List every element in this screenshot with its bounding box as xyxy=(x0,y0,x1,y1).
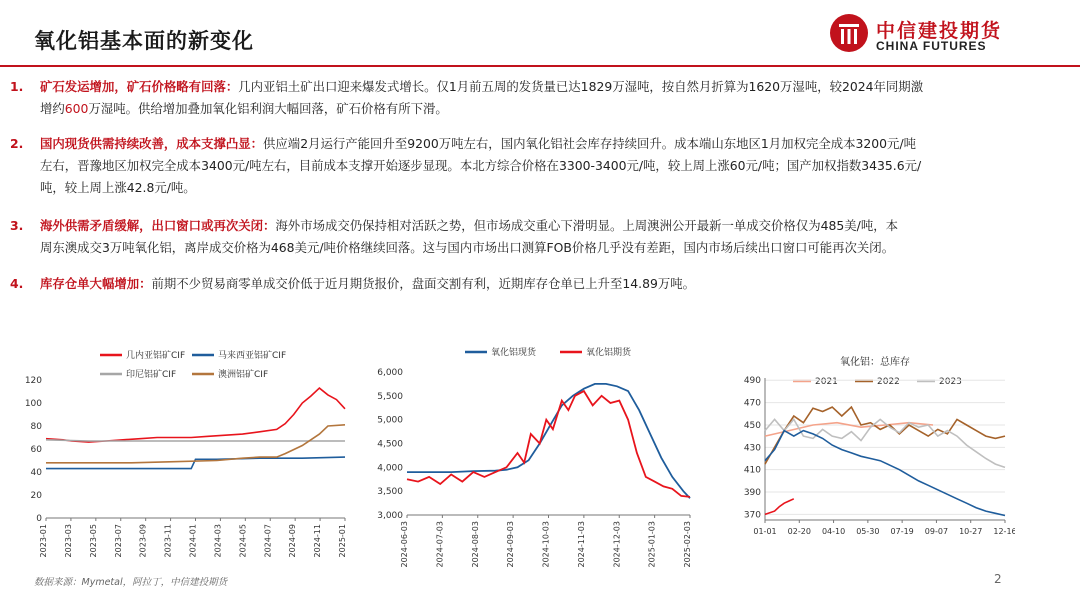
legend-label: 几内亚铝矿CIF xyxy=(126,351,186,361)
x-tick-label: 2025-01-03 xyxy=(647,521,657,568)
x-tick-label: 2024-08-03 xyxy=(470,521,480,568)
x-tick-label: 04-10 xyxy=(821,527,846,536)
bullet-number: 3. xyxy=(10,218,24,233)
x-tick-label: 12-16 xyxy=(993,527,1015,536)
y-tick-label: 80 xyxy=(30,422,42,432)
page-title: 氧化铝基本面的新变化 xyxy=(34,29,254,53)
series-line xyxy=(46,440,345,441)
bullet-text: 几内亚铝土矿出口迎来爆发式增长。仅1月前五周的发货量已达1829万湿吨，按自然月折算为1620万湿吨，较2024年同期激 xyxy=(238,79,924,94)
bullet-text: 增约 xyxy=(40,101,65,116)
company-logo xyxy=(828,12,1068,58)
bullet-heading: 库存仓单大幅增加： xyxy=(40,276,152,291)
bullet-number: 2. xyxy=(10,136,24,151)
x-tick-label: 2024-10-03 xyxy=(541,521,551,568)
y-tick-label: 430 xyxy=(743,443,761,454)
page-number: 2 xyxy=(994,572,1002,586)
y-tick-label: 4,000 xyxy=(377,463,403,474)
series-line xyxy=(407,391,690,497)
x-tick-label: 2023-09 xyxy=(138,524,148,558)
chart-alumina-inventory xyxy=(735,340,1015,572)
y-tick-label: 370 xyxy=(743,510,761,521)
chart-alumina-spot-futures xyxy=(365,340,700,572)
y-tick-label: 450 xyxy=(743,420,761,431)
header-divider xyxy=(0,65,1080,67)
x-tick-label: 01-01 xyxy=(753,527,777,536)
alumina-inventory-line-chart xyxy=(735,340,1015,572)
x-tick-label: 10-27 xyxy=(959,527,983,536)
y-tick-label: 40 xyxy=(30,468,42,478)
alumina-spot-futures-line-chart xyxy=(365,340,700,572)
y-tick-label: 120 xyxy=(24,376,42,386)
x-tick-label: 2024-07 xyxy=(263,524,273,558)
x-tick-label: 2024-11 xyxy=(313,524,323,558)
y-tick-label: 470 xyxy=(743,398,761,409)
legend-label: 印尼铝矿CIF xyxy=(126,370,177,380)
bullet-text: 万湿吨。供给增加叠加氧化铝利润大幅回落，矿石价格有所下滑。 xyxy=(88,101,448,116)
bullet-number: 1. xyxy=(10,79,24,94)
series-line xyxy=(765,407,1005,464)
bullet-text: 吨，较上周上涨42.8元/吨。 xyxy=(40,180,196,195)
y-tick-label: 3,000 xyxy=(377,511,403,521)
y-tick-label: 3,500 xyxy=(377,487,403,498)
x-tick-label: 2024-05 xyxy=(238,524,248,558)
bullet-heading: 国内现货供需持续改善，成本支撑凸显： xyxy=(40,136,264,151)
bullet-text: 周东澳成交3万吨氧化铝，离岸成交价格为468美元/吨价格继续回落。这与国内市场出口测算FOB价格几乎没有差距，国内市场后续出口窗口可能再次关闭。 xyxy=(40,240,895,255)
x-tick-label: 2024-12-03 xyxy=(612,521,622,568)
bullet-text: 前期不少贸易商零单成交价低于近月期货报价，盘面交割有利，近期库存仓单已上升至14.89万吨。 xyxy=(151,276,696,291)
y-tick-label: 4,500 xyxy=(377,439,403,450)
bullet-text: 海外市场成交仍保持相对活跃之势，但市场成交重心下滑明显。上周澳洲公开最新一单成交价格仅为485美/吨，本 xyxy=(275,218,898,233)
y-tick-label: 5,000 xyxy=(377,415,403,426)
x-tick-label: 2023-03 xyxy=(63,524,73,558)
x-tick-label: 2023-11 xyxy=(163,524,173,558)
logo-emblem-icon xyxy=(828,12,870,54)
bullet-heading: 矿石发运增加，矿石价格略有回落： xyxy=(40,79,239,94)
legend-label: 2023 xyxy=(939,377,962,387)
y-tick-label: 5,500 xyxy=(377,391,403,402)
series-line xyxy=(407,384,690,498)
x-tick-label: 05-30 xyxy=(856,527,880,536)
y-tick-label: 60 xyxy=(30,445,42,455)
y-tick-label: 0 xyxy=(36,514,42,524)
x-tick-label: 2024-07-03 xyxy=(435,521,445,568)
chart-bauxite-cif xyxy=(10,340,355,572)
y-tick-label: 410 xyxy=(743,465,761,476)
data-source-note: 数据来源：Mymetal，阿拉丁，中信建投期货 xyxy=(34,577,228,588)
x-tick-label: 2023-05 xyxy=(88,524,98,558)
series-line xyxy=(46,425,345,463)
x-tick-label: 2025-02-03 xyxy=(683,521,692,568)
series-line xyxy=(46,388,345,442)
x-tick-label: 09-07 xyxy=(924,527,949,536)
x-tick-label: 2024-01 xyxy=(188,524,198,558)
x-tick-label: 2025-01 xyxy=(338,524,347,558)
x-tick-label: 2024-11-03 xyxy=(576,521,586,568)
x-tick-label: 2024-03 xyxy=(213,524,223,558)
legend-label: 氧化铝期货 xyxy=(586,348,632,358)
chart-title: 氧化铝：总库存 xyxy=(840,357,910,368)
bauxite-cif-line-chart xyxy=(10,340,355,572)
y-tick-label: 390 xyxy=(743,488,761,499)
x-tick-label: 2024-09 xyxy=(288,524,298,558)
bullet-heading: 海外供需矛盾缓解，出口窗口或再次关闭： xyxy=(40,218,276,233)
y-tick-label: 6,000 xyxy=(377,368,403,378)
series-line xyxy=(765,431,1005,516)
legend-label: 氧化铝现货 xyxy=(491,348,537,358)
x-tick-label: 2024-06-03 xyxy=(400,521,409,568)
bullet-text: 左右，晋豫地区加权完全成本3400元/吨左右，目前成本支撑开始逐步显现。本北方综合价格在3300-3400元/吨，较上周上涨60元/吨；国产加权指数3435.6元/ xyxy=(40,158,922,173)
legend-label: 2022 xyxy=(877,377,900,387)
y-tick-label: 490 xyxy=(743,376,761,387)
y-tick-label: 100 xyxy=(24,399,42,409)
legend-label: 马来西亚铝矿CIF xyxy=(218,351,287,361)
legend-label: 2021 xyxy=(815,377,838,387)
bullet-text: 供应端2月运行产能回升至9200万吨左右，国内氧化铝社会库存持续回升。成本端山东地区1月加权完全成本3200元/吨 xyxy=(263,136,917,151)
x-tick-label: 02-20 xyxy=(787,527,811,536)
bullet-number: 4. xyxy=(10,276,24,291)
series-line xyxy=(765,499,794,515)
x-tick-label: 07-19 xyxy=(890,527,914,536)
legend-label: 澳洲铝矿CIF xyxy=(218,370,269,380)
x-tick-label: 2023-07 xyxy=(113,524,123,558)
y-tick-label: 20 xyxy=(30,491,42,501)
logo-chinese-text: 中信建投期货 xyxy=(876,20,1003,42)
highlight-number: 600 xyxy=(64,101,89,116)
x-tick-label: 2024-09-03 xyxy=(506,521,516,568)
x-tick-label: 2023-01 xyxy=(39,524,48,558)
logo-english-text: CHINA FUTURES xyxy=(876,39,987,53)
